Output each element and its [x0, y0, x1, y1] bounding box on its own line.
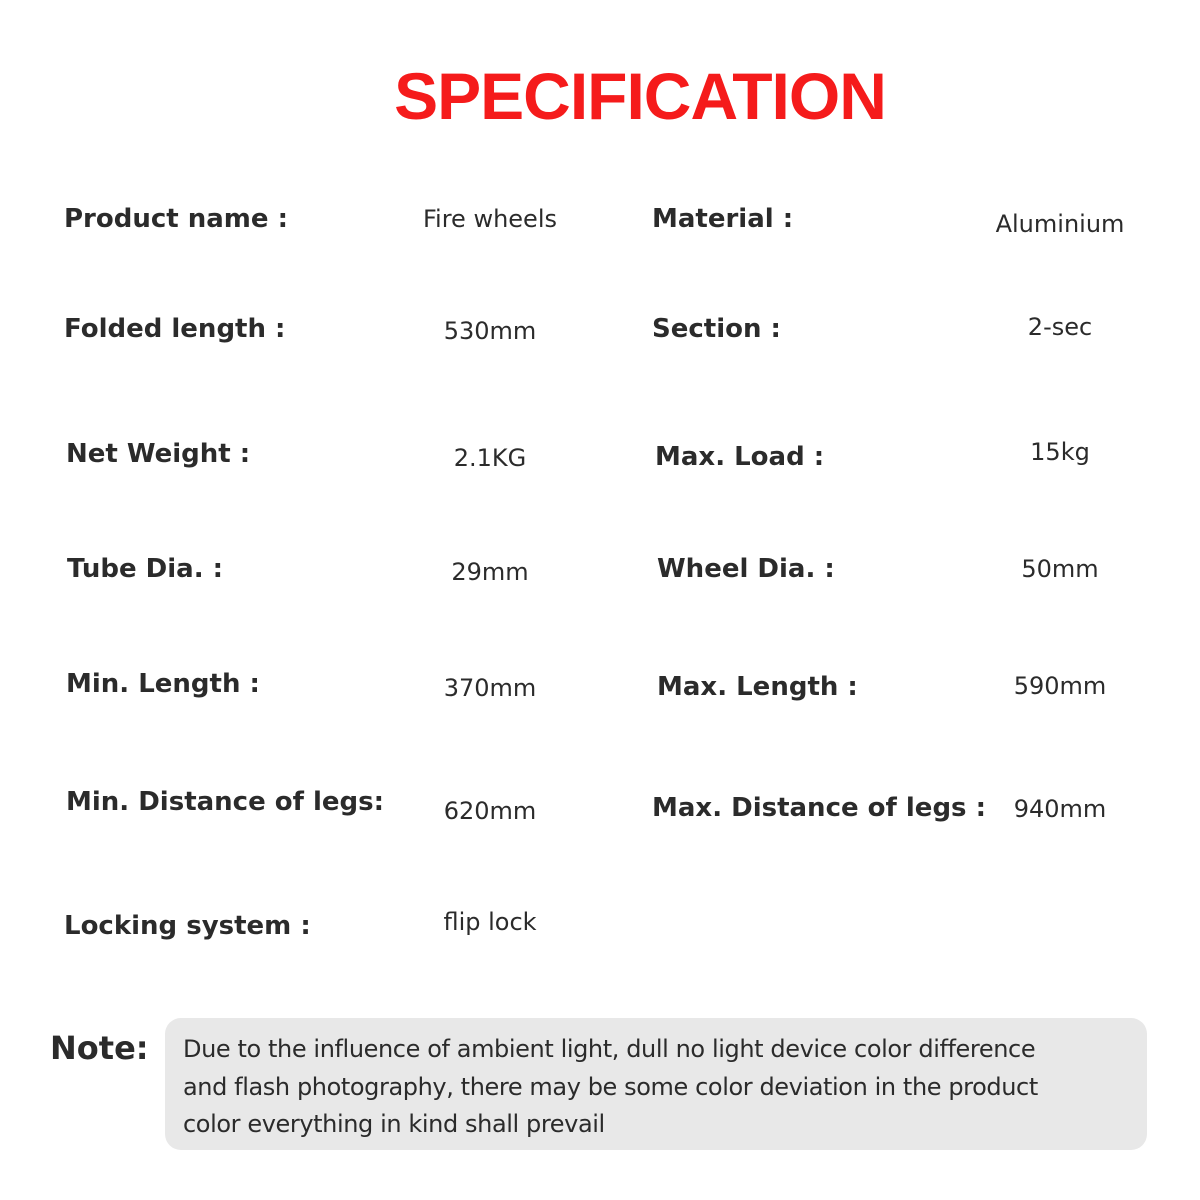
spec-label-wheel-dia: Wheel Dia. :: [657, 554, 835, 584]
spec-value-min-distance-of-legs: 620mm: [443, 797, 537, 825]
note-label: Note:: [50, 1029, 149, 1067]
spec-value-locking-system: flip lock: [443, 908, 537, 936]
spec-label-folded-length: Folded length :: [64, 314, 286, 344]
spec-label-product-name: Product name :: [64, 204, 288, 234]
spec-row-length: [0, 667, 1200, 727]
spec-label-min-length: Min. Length :: [66, 669, 260, 699]
page-title: SPECIFICATION: [394, 59, 886, 133]
spec-label-locking-system: Locking system :: [64, 911, 311, 941]
spec-row-product-name: [0, 202, 1200, 262]
note-line-3: color everything in kind shall prevail: [183, 1110, 605, 1138]
spec-label-max-length: Max. Length :: [657, 672, 858, 702]
spec-value-max-length: 590mm: [1013, 672, 1107, 700]
spec-value-wheel-dia: 50mm: [1021, 555, 1099, 583]
spec-value-max-load: 15kg: [1030, 438, 1090, 466]
spec-value-max-distance-of-legs: 940mm: [1013, 795, 1107, 823]
spec-label-min-distance-of-legs: Min. Distance of legs:: [66, 787, 385, 817]
note-box: [165, 1018, 1147, 1150]
spec-label-section: Section :: [652, 314, 781, 344]
spec-label-max-load: Max. Load :: [655, 442, 825, 472]
note-line-1: Due to the influence of ambient light, dull no light device color difference: [183, 1035, 1036, 1063]
spec-value-net-weight: 2.1KG: [453, 444, 527, 472]
spec-label-net-weight: Net Weight :: [66, 439, 251, 469]
spec-value-product-name: Fire wheels: [422, 205, 557, 233]
spec-label-material: Material :: [652, 204, 794, 234]
spec-value-folded-length: 530mm: [443, 317, 537, 345]
spec-row-folded-length: [0, 312, 1200, 372]
note-line-2: and flash photography, there may be some color deviation in the product: [183, 1072, 1038, 1101]
spec-label-tube-dia: Tube Dia. :: [67, 554, 224, 584]
spec-row-locking-system: [0, 909, 1200, 969]
spec-row-distance-of-legs: [0, 785, 1200, 845]
spec-value-material: Aluminium: [995, 210, 1125, 238]
spec-value-section: 2-sec: [1027, 313, 1093, 341]
spec-row-tube-dia: [0, 552, 1200, 612]
spec-row-net-weight: [0, 437, 1200, 497]
spec-value-tube-dia: 29mm: [451, 558, 529, 586]
spec-value-min-length: 370mm: [443, 674, 537, 702]
spec-label-max-distance-of-legs: Max. Distance of legs :: [652, 793, 986, 823]
